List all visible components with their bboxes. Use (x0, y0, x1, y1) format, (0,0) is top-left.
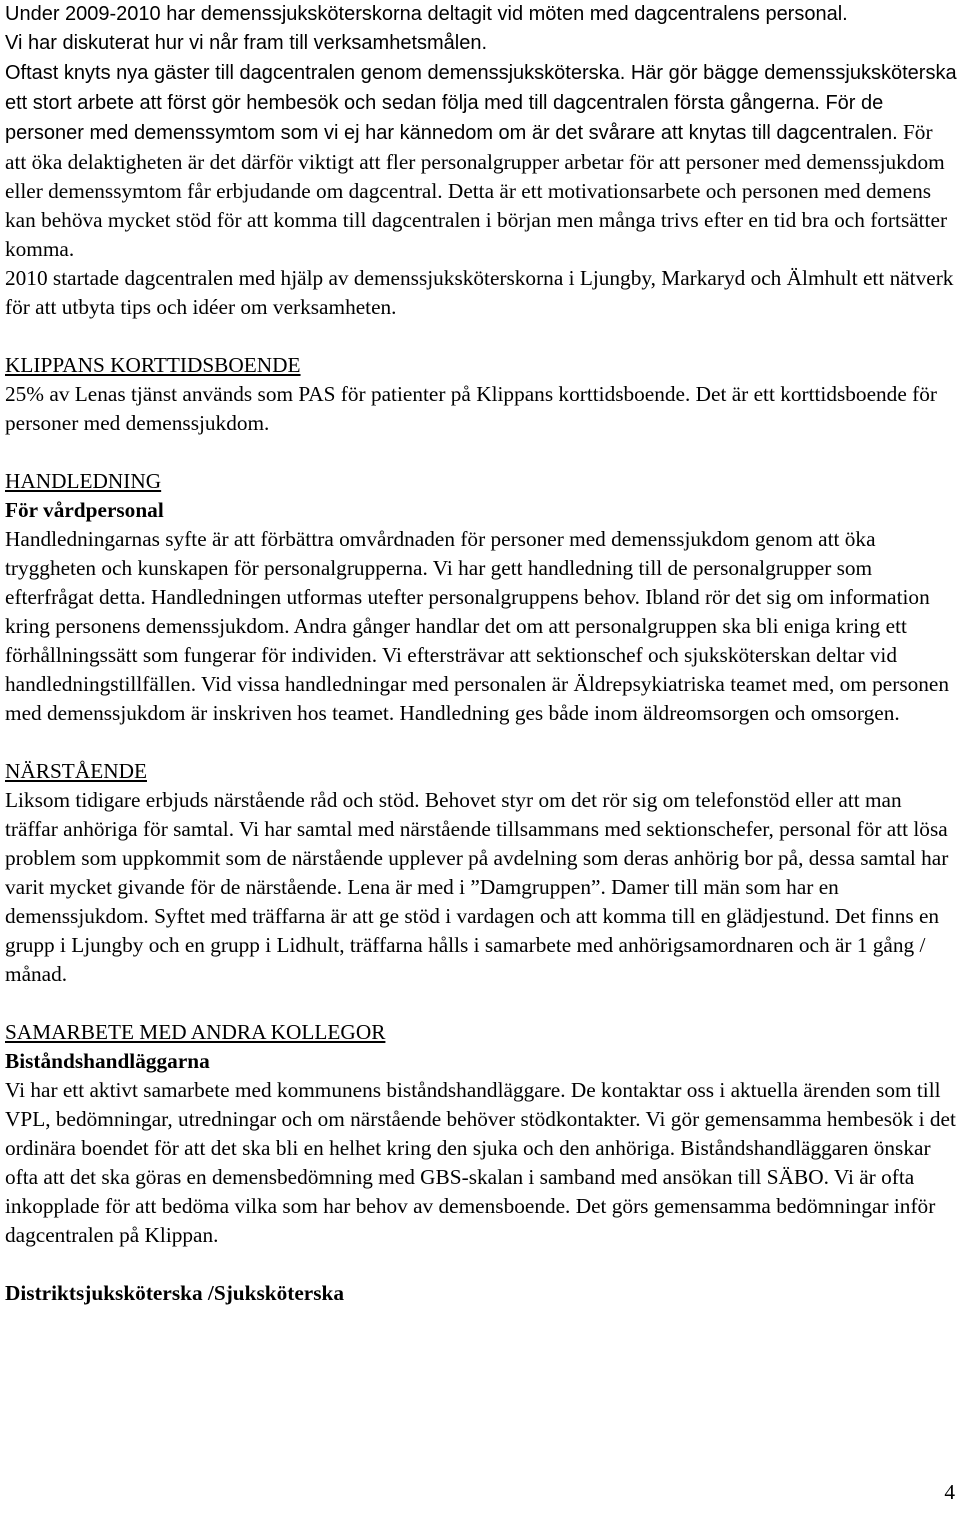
spacer (5, 322, 957, 351)
narstaende-heading: NÄRSTÅENDE (5, 759, 147, 783)
spacer (5, 438, 957, 467)
intro-paragraph (5, 58, 957, 264)
intro-sans-text: Oftast knyts nya gäster till dagcentralen genom demenssjuksköterska. Här gör bägge demenssjuksköterska ett stort arbete att först gör hembesök och sedan följa med till dagcentralen första gångerna. För de personer med demenssymtom som vi ej har kännedom om är det svårare att knytas till dagcentralen. (5, 62, 957, 144)
narstaende-text: Liksom tidigare erbjuds närstående råd och stöd. Behovet styr om det rör sig om telefonstöd eller att man träffar anhöriga för samtal. Vi har samtal med närstående tillsammans med sektionschefer, personal för att lösa problem som uppkommit som de närstående upplever på avdelning som deras anhörig bor på, dessa samtal har varit mycket givande för de närstående. Lena är med i ”Damgruppen”. Damer till män som har en demenssjukdom. Syftet med träffarna är att ge stöd i vardagen och att komma till en glädjestund. Det finns en grupp i Ljungby och en grupp i Lidhult, träffarna hålls i samarbete med anhörigsamordnaren och är 1 gång / månad. (5, 788, 949, 986)
intro-line-2: Vi har diskuterat hur vi når fram till verksamhetsmålen. (5, 32, 488, 54)
intro-2010-paragraph: 2010 startade dagcentralen med hjälp av demenssjuksköterskorna i Ljungby, Markaryd och Älmhult ett nätverk för att utbyta tips och idéer om verksamheten. (5, 266, 954, 319)
spacer (5, 1250, 957, 1279)
distrikt-section (5, 1279, 957, 1308)
distrikt-subheading: Distriktsjuksköterska /Sjuksköterska (5, 1281, 345, 1305)
intro-serif-text-b: Detta är ett motivationsarbete och personen med demens kan behöva mycket stöd för att komma till dagcentralen i början men många trivs efter en tid bra och fortsätter komma. (5, 179, 948, 261)
intro-line-1: Under 2009-2010 har demenssjuksköterskorna deltagit vid möten med dagcentralens personal. (5, 3, 848, 25)
samarbete-subheading: Biståndshandläggarna (5, 1049, 210, 1073)
samarbete-section (5, 1018, 957, 1250)
handledning-section (5, 467, 957, 728)
narstaende-section (5, 757, 957, 989)
handledning-text: Handledningarnas syfte är att förbättra omvårdnaden för personer med demenssjukdom genom att öka tryggheten och kunskapen för personalgrupperna. Vi har gett handledning till de personalgrupper som efterfrågat detta. Handledningen utformas utefter personalgruppens behov. Ibland rör det sig om information kring personens demenssjukdom. Andra gånger handlar det om att personalgruppen ska bli eniga kring ett förhållningssätt som fungerar för individen. Vi eftersträvar att sektionschef och sjuksköterskan deltar vid handledningstillfällen. Vid vissa handledningar med personalen är Äldrepsykiatriska teamet med, om personen med demenssjukdom är inskriven hos teamet. Handledning ges både inom äldreomsorgen och omsorgen. (5, 527, 950, 725)
spacer (5, 728, 957, 757)
klippans-heading: KLIPPANS KORTTIDSBOENDE (5, 353, 301, 377)
intro-2010-section (5, 264, 957, 322)
handledning-heading: HANDLEDNING (5, 469, 162, 493)
samarbete-text: Vi har ett aktivt samarbete med kommunens biståndshandläggare. De kontaktar oss i aktuella ärenden som till VPL, bedömningar, utredningar och om närstående behöver stödkontakter. Vi gör gemensamma hembesök i det ordinära boendet för att det ska bli en helhet kring den sjuka och den anhöriga. Biståndshandläggaren önskar ofta att det ska göras en demensbedömning med GBS-skalan i samband med ansökan till SÄBO. Vi är ofta inkopplade för att bedöma vilka som har behov av demensboende. Det görs gemensamma bedömningar inför dagcentralen på Klippan. (5, 1078, 956, 1247)
document-page (5, 0, 957, 1308)
klippans-text: 25% av Lenas tjänst används som PAS för patienter på Klippans korttidsboende. Det är ett korttidsboende för personer med demenssjukdom. (5, 382, 937, 435)
klippans-section (5, 351, 957, 438)
intro-serif-text-a: För att öka delaktigheten är det därför viktigt att fler personalgrupper arbetar för att personer med demenssjukdom eller demenssymtom får erbjudande om dagcentral. (5, 120, 945, 203)
handledning-subheading: För vårdpersonal (5, 498, 164, 522)
samarbete-heading: SAMARBETE MED ANDRA KOLLEGOR (5, 1020, 386, 1044)
page-number: 4 (944, 1480, 955, 1504)
spacer (5, 989, 957, 1018)
